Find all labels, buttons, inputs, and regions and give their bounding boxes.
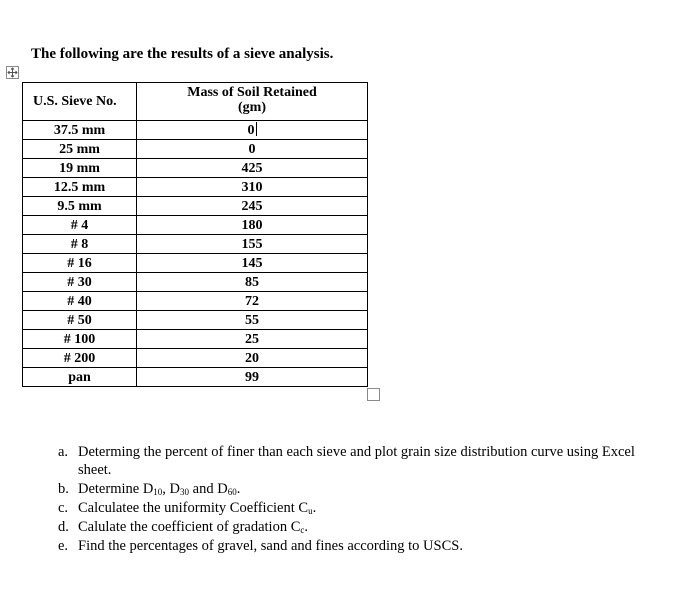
sieve-size-cell[interactable]: 25 mm (23, 140, 137, 159)
mass-retained-cell[interactable]: 99 (137, 368, 368, 387)
task-text (78, 518, 658, 536)
sieve-size-cell[interactable]: 12.5 mm (23, 178, 137, 197)
table-row (23, 311, 368, 330)
mass-retained-cell[interactable]: 25 (137, 330, 368, 349)
sieve-size-cell[interactable]: pan (23, 368, 137, 387)
task-text (78, 480, 658, 498)
task-list (58, 443, 658, 556)
table-body (23, 121, 368, 387)
table-move-handle-icon[interactable] (6, 66, 19, 79)
sieve-size-cell[interactable]: # 40 (23, 292, 137, 311)
task-item (58, 537, 658, 555)
task-subscript: 60 (227, 487, 237, 497)
mass-retained-cell[interactable]: 55 (137, 311, 368, 330)
task-label: e. (58, 538, 69, 554)
task-text-part: Calculatee the uniformity Coefficient C (78, 500, 309, 516)
task-subscript: c (300, 525, 305, 535)
sieve-size-cell[interactable]: # 200 (23, 349, 137, 368)
sieve-size-cell[interactable]: 9.5 mm (23, 197, 137, 216)
header-mass-line2: (gm) (238, 99, 266, 115)
sieve-size-cell[interactable]: # 50 (23, 311, 137, 330)
task-text-part: . (304, 519, 309, 535)
mass-retained-cell[interactable]: 245 (137, 197, 368, 216)
sieve-size-cell[interactable]: # 8 (23, 235, 137, 254)
table-row (23, 349, 368, 368)
task-text (78, 443, 658, 479)
mass-retained-cell[interactable]: 0 (137, 121, 368, 140)
task-subscript: 30 (180, 487, 190, 497)
task-text (78, 537, 658, 555)
task-item (58, 480, 658, 498)
task-item (58, 499, 658, 517)
table-row (23, 121, 368, 140)
mass-retained-cell[interactable]: 180 (137, 216, 368, 235)
mass-retained-cell[interactable]: 310 (137, 178, 368, 197)
task-text-part: and D (189, 481, 228, 497)
sieve-size-cell[interactable]: 37.5 mm (23, 121, 137, 140)
task-item (58, 518, 658, 536)
table-row (23, 216, 368, 235)
table-row (23, 197, 368, 216)
table-header-row (23, 83, 368, 121)
task-text-part: Calulate the coefficient of gradation C (78, 519, 301, 535)
task-text-part: . (312, 500, 317, 516)
table-row (23, 178, 368, 197)
sieve-analysis-table[interactable] (22, 82, 368, 387)
sieve-size-cell[interactable]: # 30 (23, 273, 137, 292)
table-row (23, 235, 368, 254)
table-row (23, 254, 368, 273)
mass-retained-cell[interactable]: 0 (137, 140, 368, 159)
task-label: d. (58, 519, 69, 535)
header-mass-retained[interactable] (137, 83, 368, 121)
sieve-size-cell[interactable]: # 4 (23, 216, 137, 235)
task-label: b. (58, 481, 69, 497)
mass-retained-cell[interactable]: 425 (137, 159, 368, 178)
table-row (23, 140, 368, 159)
table-resize-handle-icon[interactable] (367, 388, 380, 401)
page-heading: The following are the results of a sieve analysis. (31, 46, 334, 62)
task-text-part: , D (162, 481, 181, 497)
sieve-size-cell[interactable]: # 16 (23, 254, 137, 273)
task-text-part: Find the percentages of gravel, sand and fines according to USCS. (78, 538, 463, 554)
sieve-size-cell[interactable]: # 100 (23, 330, 137, 349)
header-sieve-no[interactable]: U.S. Sieve No. (23, 83, 137, 121)
mass-retained-cell[interactable]: 20 (137, 349, 368, 368)
table-row (23, 330, 368, 349)
task-label: c. (58, 500, 69, 516)
table-row (23, 159, 368, 178)
table-row (23, 292, 368, 311)
mass-retained-cell[interactable]: 145 (137, 254, 368, 273)
task-label: a. (58, 444, 69, 460)
task-text-part: . (236, 481, 241, 497)
header-mass-line1: Mass of Soil Retained (187, 84, 317, 100)
mass-retained-cell[interactable]: 85 (137, 273, 368, 292)
mass-retained-cell[interactable]: 72 (137, 292, 368, 311)
text-cursor (256, 122, 257, 136)
table-row (23, 273, 368, 292)
task-item (58, 443, 658, 479)
task-subscript: 10 (153, 487, 163, 497)
task-subscript: u (308, 506, 313, 516)
mass-retained-cell[interactable]: 155 (137, 235, 368, 254)
table-row (23, 368, 368, 387)
task-text-part: Determing the percent of finer than each sieve and plot grain size distribution curve using Excel sheet. (78, 444, 635, 478)
task-text (78, 499, 658, 517)
task-text-part: Determine D (78, 481, 154, 497)
sieve-size-cell[interactable]: 19 mm (23, 159, 137, 178)
